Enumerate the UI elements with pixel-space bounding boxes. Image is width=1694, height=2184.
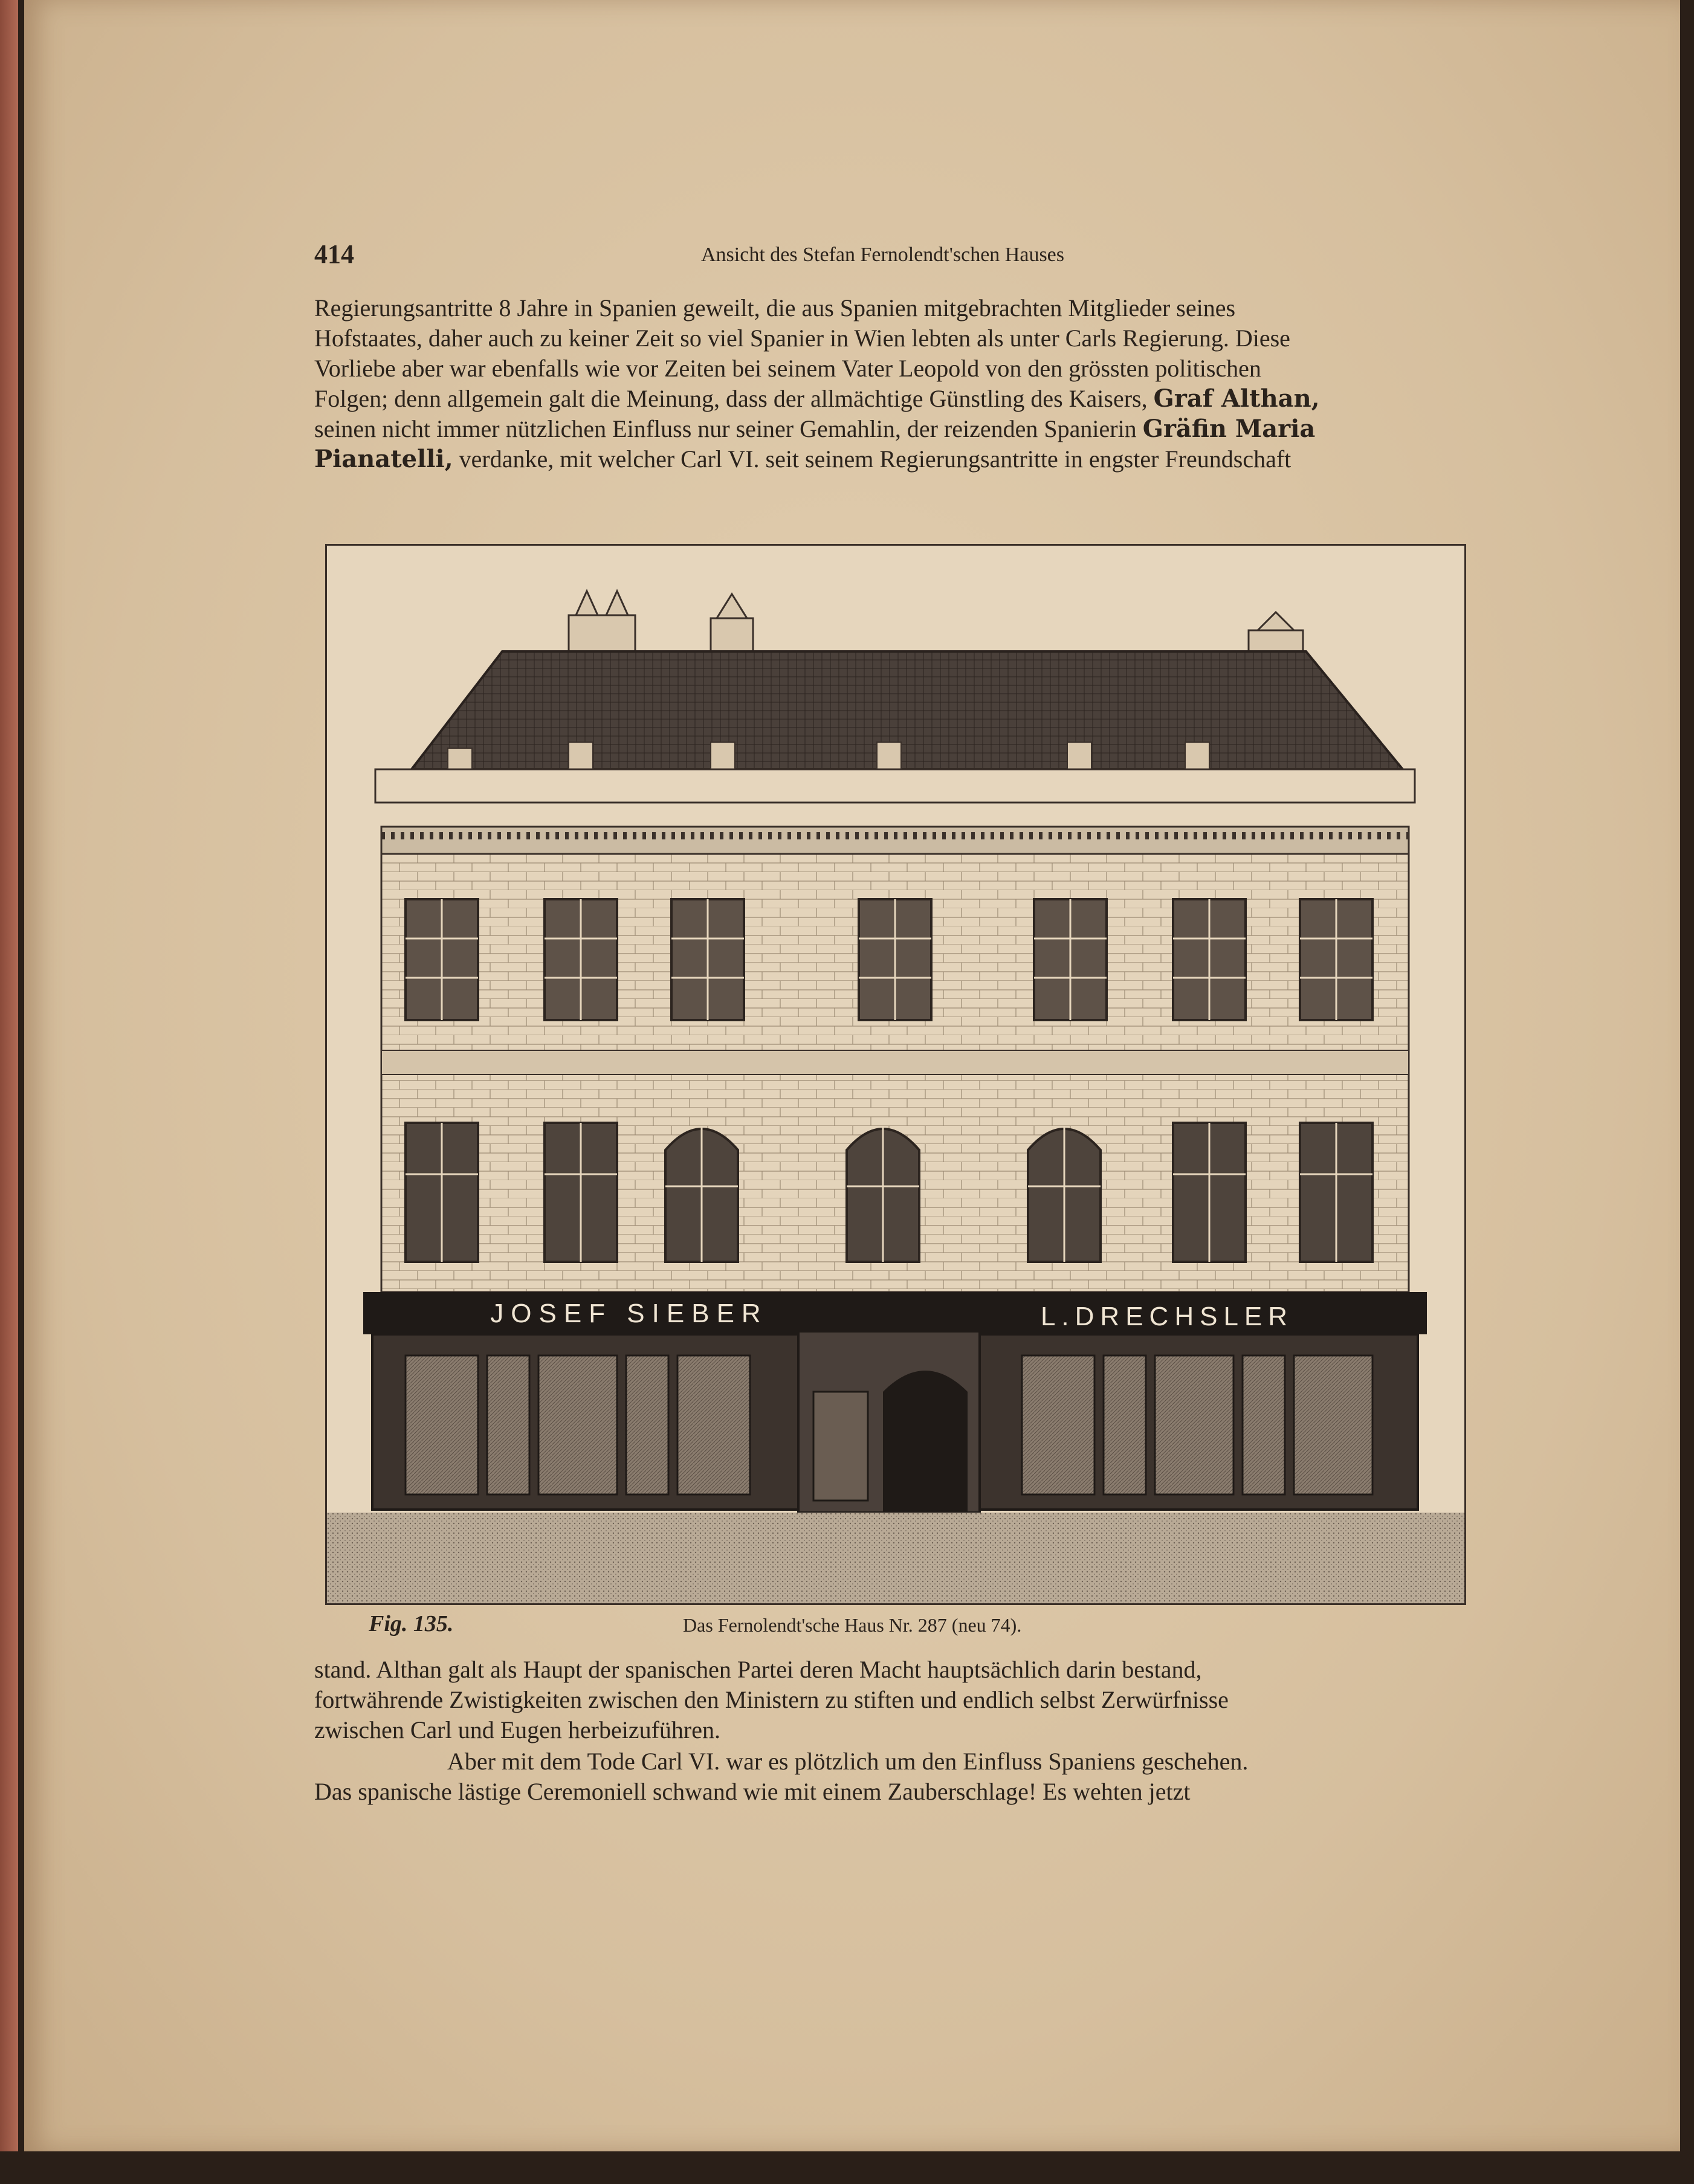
text-line: fortwährende Zwistigkeiten zwischen den Ministern zu stiften und endlich selbst Zerwürfnisse [314, 1686, 1229, 1713]
bottom-paragraph-2 [314, 1746, 1481, 1807]
door [813, 1392, 868, 1501]
text-line: Regierungsantritte 8 Jahre in Spanien geweilt, die aus Spanien mitgebrachten Mitglieder seines [314, 294, 1236, 321]
book-spine-edge [0, 0, 18, 2151]
running-head: Ansicht des Stefan Fernolendt'schen Hauses [701, 244, 1064, 266]
sign-josef-sieber: JOSEF SIEBER [490, 1299, 768, 1328]
figure-caption [314, 1611, 1481, 1641]
roof [412, 651, 1403, 769]
name-pianatelli: Pianatelli, [314, 445, 453, 473]
bottom-paragraph-1 [314, 1655, 1481, 1745]
text-line: stand. Althan galt als Haupt der spanischen Partei deren Macht hauptsächlich darin bestand, [314, 1656, 1202, 1683]
chimneys [569, 591, 1303, 654]
page-number: 414 [314, 239, 354, 269]
text-line: Vorliebe aber war ebenfalls wie vor Zeiten bei seinem Vater Leopold von den grössten politischen [314, 355, 1261, 382]
text-line: Hofstaates, daher auch zu keiner Zeit so viel Spanier in Wien lebten als unter Carls Regierung. Diese [314, 325, 1290, 352]
text-line: Pianatelli, verdanke, mit welcher Carl VI. seit seinem Regierungsantritte in engster Freundschaft [314, 445, 1292, 473]
page-header [314, 239, 1481, 269]
figure-title: Das Fernolendt'sche Haus Nr. 287 (neu 74). [683, 1614, 1022, 1636]
upper-windows [406, 899, 1372, 1020]
text-line: Das spanische lästige Ceremoniell schwand wie mit einem Zauberschlage! Es wehten jetzt [314, 1778, 1191, 1805]
cornice [375, 769, 1415, 803]
name-graf-althan: Graf Althan, [1153, 384, 1320, 413]
name-graefin-maria: Gräfin Maria [1142, 415, 1316, 443]
text-line: Aber mit dem Tode Carl VI. war es plötzlich um den Einfluss Spaniens geschehen. [447, 1748, 1249, 1775]
figure-label: Fig. 135. [369, 1611, 454, 1636]
sign-l-drechsler: L.DRECHSLER [1040, 1302, 1294, 1331]
text-line: Folgen; denn allgemein galt die Meinung, dass der allmächtige Günstling des Kaisers, Graf Althan, [314, 384, 1320, 413]
text-line: zwischen Carl und Eugen herbeizuführen. [314, 1716, 720, 1743]
top-paragraph [314, 293, 1481, 474]
lower-windows [406, 1123, 1372, 1262]
figure-house-engraving [325, 544, 1466, 1605]
house-illustration [327, 546, 1464, 1603]
text-line: seinen nicht immer nützlichen Einfluss nur seiner Gemahlin, der reizenden Spanierin Gräfin Maria [314, 415, 1316, 443]
passage [883, 1371, 968, 1513]
street-ground [327, 1513, 1464, 1603]
